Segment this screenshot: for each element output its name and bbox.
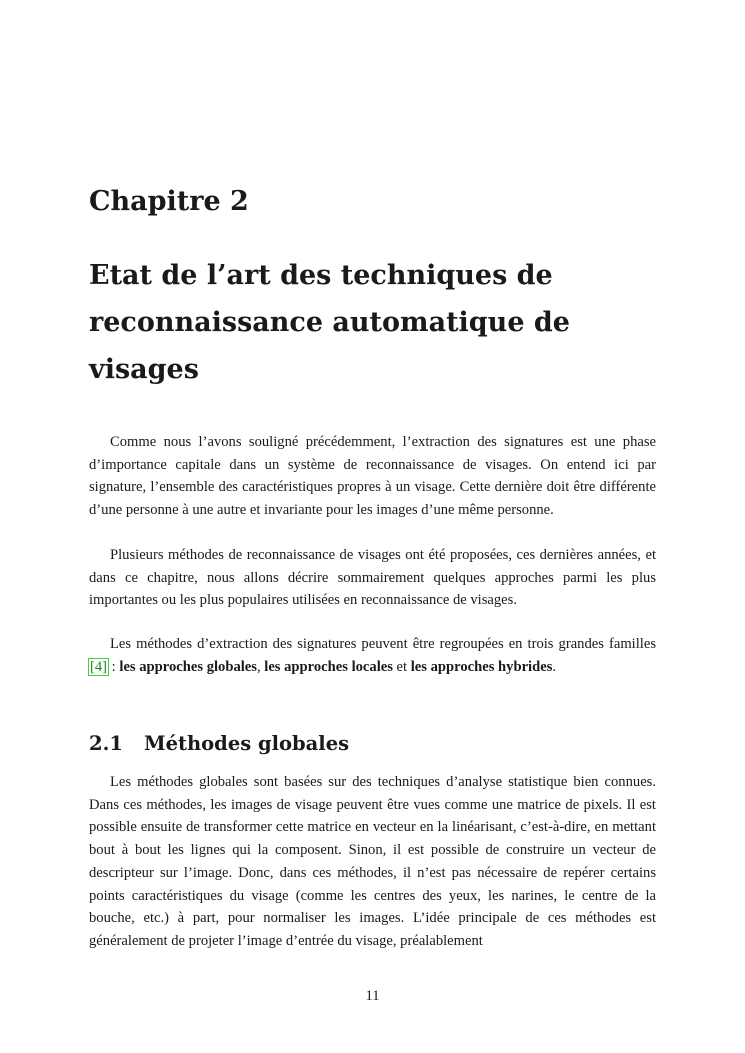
paragraph-text: . — [552, 658, 557, 675]
page-number: 11 — [365, 988, 380, 1004]
chapter-label: Chapitre 2 — [89, 186, 249, 217]
citation-link[interactable]: [4] — [90, 658, 108, 675]
section-number: 2.1 — [89, 732, 123, 755]
intro-paragraph-1: Comme nous l’avons souligné précédemment, l’extraction des signatures est une phase d’importance capitale dans un système de reconnaissance de visages. On entend ici par signature, l’ensemble des caractéristiques propres à un visage. Cette dernière doit être différente d’une personne à une autre et invariante pour les images d’une même personne. — [89, 434, 656, 519]
intro-paragraph-2: Plusieurs méthodes de reconnaissance de visages ont été proposées, ces dernières années, et dans ce chapitre, nous allons décrire sommairement quelques approches parmi les plus importantes ou les plus populaires utilisées en reconnaissance de visages. — [89, 547, 656, 609]
intro-paragraph-3 — [89, 633, 656, 678]
bold-term-hybrid: les approches hybrides — [410, 658, 553, 675]
bold-term-global: les approches globales — [119, 658, 257, 675]
paragraph-text: Les méthodes d’extraction des signatures peuvent être regroupées en trois grandes familles — [110, 636, 656, 652]
section-title: Méthodes globales — [144, 732, 350, 755]
paragraph-text: , — [256, 658, 265, 675]
paragraph-text: et — [392, 658, 411, 675]
bold-term-local: les approches locales — [264, 658, 393, 675]
paragraph-text: : — [108, 658, 120, 675]
section-paragraph-1: Les méthodes globales sont basées sur des techniques d’analyse statistique bien connues. Dans ces méthodes, les images de visage peuvent être vues comme une matrice de pixels. Il est possible ensuite de transformer cette matrice en vecteur en la linéarisant, c’est-à-dire, en mettant bout à bout les lignes qui la composent. Sinon, il est possible de construire un vecteur de descripteur sur l’image. Donc, dans ces méthodes, il n’est pas nécessaire de repérer certains points caractéristiques du visage (comme les centres des yeux, les narines, le centre de la bouche, etc.) à part, pour normaliser les images. L’idée principale de ces méthodes est généralement de projeter l’image d’entrée du visage, préalablement — [89, 774, 656, 949]
section-heading — [89, 731, 349, 757]
chapter-title: Etat de l’art des techniques de reconnaissance automatique de visages — [89, 260, 570, 385]
